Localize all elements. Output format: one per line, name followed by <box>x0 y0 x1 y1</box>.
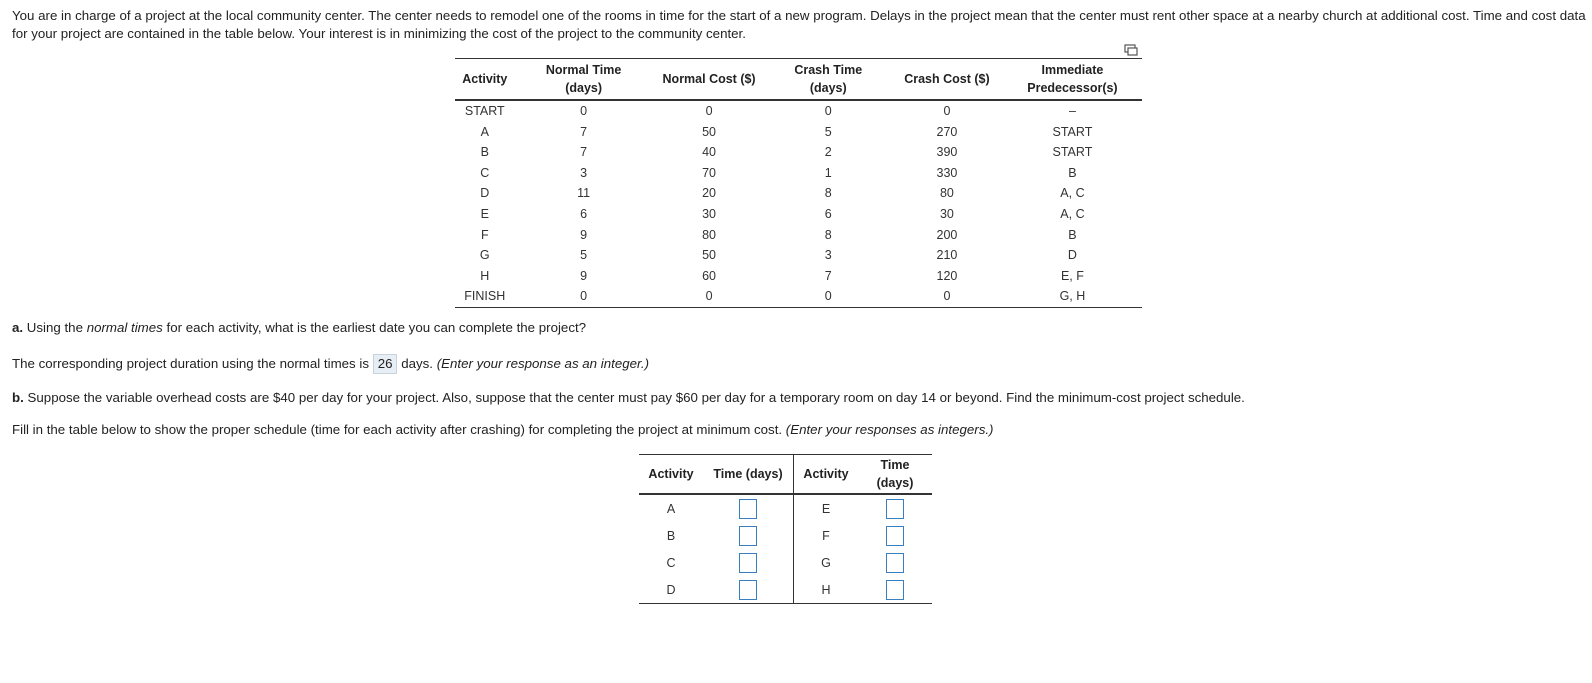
table-cell: 9 <box>580 268 588 283</box>
table-cell: 3 <box>824 248 832 263</box>
table-cell: H <box>480 268 490 283</box>
col-activity: Activity <box>455 59 515 101</box>
table-cell: 80 <box>939 186 954 201</box>
table-cell: 330 <box>936 165 958 180</box>
table-cell: START <box>1052 124 1093 139</box>
sched-col-time-2: Time (days) <box>858 455 932 495</box>
answer-a-line: The corresponding project duration using the normal times is 26 days. (Enter your response as an integer.) <box>12 354 649 374</box>
table-cell: 50 <box>702 248 717 263</box>
table-cell: 1 <box>824 165 832 180</box>
table-cell: 0 <box>891 286 1003 307</box>
table-cell: 6 <box>824 206 832 221</box>
table-cell: 11 <box>577 186 591 201</box>
time-input-b[interactable] <box>739 526 757 546</box>
table-cell: D <box>480 186 490 201</box>
table-cell: B <box>1068 165 1077 180</box>
table-row <box>455 100 1142 122</box>
sched-col-time: Time (days) <box>703 455 794 495</box>
time-input-d[interactable] <box>739 580 757 600</box>
table-cell: 40 <box>702 145 717 160</box>
table-cell: 6 <box>580 206 588 221</box>
col-normal-cost: Normal Cost ($) <box>653 59 766 101</box>
time-input-f[interactable] <box>886 526 904 546</box>
table-cell: 30 <box>939 206 954 221</box>
table-cell: – <box>1068 104 1076 118</box>
time-input-c[interactable] <box>739 553 757 573</box>
table-cell: H <box>794 576 859 604</box>
project-data-table <box>455 58 1142 308</box>
table-cell: E, F <box>1060 268 1084 283</box>
table-cell: F <box>822 528 830 543</box>
schedule-table <box>639 454 932 604</box>
time-input-a[interactable] <box>739 499 757 519</box>
table-cell: A <box>666 501 676 516</box>
table-row <box>639 494 932 522</box>
question-a: a. Using the normal times for each activity, what is the earliest date you can complete the project? <box>12 320 587 335</box>
table-cell: 0 <box>515 286 653 307</box>
table-cell: 0 <box>705 104 713 118</box>
table-row <box>455 225 1142 246</box>
table-row <box>455 142 1142 163</box>
table-row <box>455 183 1142 204</box>
col-normal-time: Normal Time (days) <box>515 59 653 101</box>
table-cell: B <box>1068 227 1077 242</box>
table-cell: D <box>639 576 703 604</box>
col-crash-time: Crash Time (days) <box>766 59 891 101</box>
table-cell: E <box>480 206 489 221</box>
table-cell: B <box>480 145 489 160</box>
table-cell: START <box>464 104 505 118</box>
table-cell: 0 <box>766 286 891 307</box>
duration-answer[interactable]: 26 <box>373 354 398 374</box>
table-cell: 20 <box>702 186 717 201</box>
table-row <box>455 245 1142 266</box>
table-cell: B <box>666 528 676 543</box>
table-row <box>639 549 932 576</box>
table-cell: F <box>480 227 489 242</box>
table-cell: 210 <box>936 248 958 263</box>
table-cell: E <box>821 501 831 516</box>
table-cell: 120 <box>936 268 958 283</box>
time-input-e[interactable] <box>886 499 904 519</box>
table-cell: 0 <box>824 104 832 118</box>
table-cell: G <box>479 248 490 263</box>
table-cell: 2 <box>824 145 832 160</box>
col-crash-cost: Crash Cost ($) <box>891 59 1003 101</box>
table-cell: 8 <box>824 186 832 201</box>
table-cell: 0 <box>653 286 766 307</box>
table-row <box>455 122 1142 143</box>
table-row <box>639 576 932 604</box>
table-cell: 9 <box>580 227 588 242</box>
table-cell: D <box>1067 248 1077 263</box>
table-row <box>455 266 1142 287</box>
table-cell: 3 <box>580 165 588 180</box>
fill-instruction: Fill in the table below to show the proper schedule (time for each activity after crashing) for completing the project at minimum cost. (Enter your responses as integers.) <box>12 422 994 437</box>
table-cell: 0 <box>943 104 951 118</box>
col-predecessors: Immediate Predecessor(s) <box>1003 59 1142 101</box>
problem-intro: You are in charge of a project at the local community center. The center needs to remodel one of the rooms in time for the start of a new program. Delays in the project mean that the center must rent other space at a nearby church at additional cost. Time and cost data for your project are contained in the table below. Your interest is in minimizing the cost of the project to the community center. <box>12 8 1586 41</box>
table-cell: 390 <box>936 145 958 160</box>
table-cell: C <box>480 165 490 180</box>
table-cell: 200 <box>936 227 958 242</box>
table-cell: 270 <box>936 124 958 139</box>
table-cell: 7 <box>824 268 832 283</box>
table-cell: 5 <box>580 248 588 263</box>
table-row <box>455 286 1142 307</box>
table-cell: FINISH <box>455 286 515 307</box>
table-cell: 80 <box>702 227 717 242</box>
copy-table-icon[interactable] <box>1124 44 1138 56</box>
table-cell: A, C <box>1060 206 1085 221</box>
table-cell: C <box>666 555 676 570</box>
table-row <box>455 163 1142 184</box>
table-cell: START <box>1052 145 1093 160</box>
table-cell: A, C <box>1060 186 1085 201</box>
table-cell: G <box>821 555 831 570</box>
table-cell: 7 <box>580 145 588 160</box>
table-cell: A <box>480 124 489 139</box>
table-cell: 0 <box>580 104 588 118</box>
table-cell: 60 <box>702 268 717 283</box>
table-cell: 50 <box>702 124 717 139</box>
table-cell: 30 <box>702 206 717 221</box>
table-cell: 8 <box>824 227 832 242</box>
table-cell: G, H <box>1003 286 1142 307</box>
sched-col-activity: Activity <box>639 455 703 495</box>
time-input-g[interactable] <box>886 553 904 573</box>
sched-col-activity-2: Activity <box>794 455 859 495</box>
table-cell: 7 <box>580 124 588 139</box>
time-input-h[interactable] <box>886 580 904 600</box>
table-row <box>639 522 932 549</box>
question-b: b. Suppose the variable overhead costs are $40 per day for your project. Also, suppose that the center must pay $60 per day for a temporary room on day 14 or beyond. Find the minimum-cost project schedule. <box>12 390 1245 405</box>
table-cell: 70 <box>702 165 717 180</box>
table-cell: 5 <box>824 124 832 139</box>
table-row <box>455 204 1142 225</box>
